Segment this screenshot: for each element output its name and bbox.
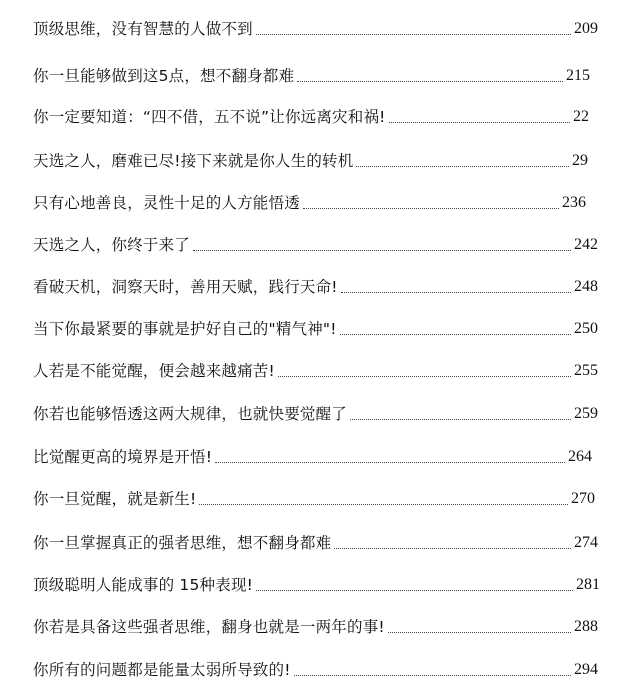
toc-entry[interactable] <box>33 483 595 509</box>
toc-entry-title: 只有心地善良，灵性十足的人方能悟透 <box>33 194 300 212</box>
toc-entry-title: 你所有的问题都是能量太弱所导致的! <box>33 661 291 679</box>
dot-leader <box>256 34 571 35</box>
toc-entry-page: 248 <box>574 278 598 295</box>
toc-entry[interactable] <box>33 13 598 39</box>
dot-leader <box>256 590 573 591</box>
toc-entry-title: 顶级聪明人能成事的 15种表现! <box>33 576 254 594</box>
toc-entry-title: 人若是不能觉醒，便会越来越痛苦! <box>33 362 275 380</box>
toc-entry[interactable] <box>33 271 598 297</box>
dot-leader <box>303 208 559 209</box>
toc-entry-title: 天选之人，你终于来了 <box>33 236 191 254</box>
toc-entry-title: 你一定要知道：“四不借，五不说”让你远离灾和祸! <box>33 108 386 126</box>
toc-entry[interactable] <box>33 654 598 680</box>
toc-entry-title: 比觉醒更高的境界是开悟! <box>33 448 213 466</box>
toc-entry-title: 你一旦能够做到这5点，想不翻身都难 <box>33 67 295 85</box>
toc-entry-page: 29 <box>572 152 588 169</box>
toc-entry[interactable] <box>33 611 598 637</box>
toc-entry-title: 顶级思维，没有智慧的人做不到 <box>33 20 253 38</box>
toc-entry-page: 274 <box>574 534 598 551</box>
dot-leader <box>388 632 571 633</box>
dot-leader <box>356 166 569 167</box>
toc-entry-page: 22 <box>573 108 589 125</box>
toc-entry[interactable] <box>33 60 590 86</box>
dot-leader <box>389 122 570 123</box>
dot-leader <box>278 376 571 377</box>
toc-entry-page: 242 <box>574 236 598 253</box>
toc-entry[interactable] <box>33 527 598 553</box>
toc-entry[interactable] <box>33 187 586 213</box>
toc-entry-page: 215 <box>566 67 590 84</box>
toc-entry[interactable] <box>33 229 598 255</box>
toc-entry-page: 250 <box>574 320 598 337</box>
toc-entry-page: 281 <box>576 576 600 593</box>
dot-leader <box>341 292 571 293</box>
dot-leader <box>297 81 563 82</box>
dot-leader <box>215 462 565 463</box>
dot-leader <box>334 548 571 549</box>
toc-entry-title: 当下你最紧要的事就是护好自己的"精气神"! <box>33 320 337 338</box>
dot-leader <box>199 504 568 505</box>
toc-entry[interactable] <box>33 398 598 424</box>
toc-entry-title: 看破天机，洞察天时，善用天赋，践行天命! <box>33 278 338 296</box>
toc-entry-page: 255 <box>574 362 598 379</box>
toc-entry-title: 你一旦觉醒，就是新生! <box>33 490 197 508</box>
dot-leader <box>340 334 571 335</box>
toc-entry[interactable] <box>33 441 592 467</box>
toc-entry-title: 天选之人，磨难已尽!接下来就是你人生的转机 <box>33 152 354 170</box>
toc-entry-page: 288 <box>574 618 598 635</box>
toc-entry[interactable] <box>33 145 588 171</box>
dot-leader <box>350 419 571 420</box>
toc-entry-title: 你若也能够悟透这两大规律，也就快要觉醒了 <box>33 405 348 423</box>
toc-entry-page: 209 <box>574 20 598 37</box>
toc-entry-page: 236 <box>562 194 586 211</box>
toc-entry[interactable] <box>33 101 589 127</box>
toc-entry-page: 259 <box>574 405 598 422</box>
toc-entry-page: 270 <box>571 490 595 507</box>
toc-entry-title: 你一旦掌握真正的强者思维，想不翻身都难 <box>33 534 332 552</box>
toc-entry-page: 294 <box>574 661 598 678</box>
toc-entry-page: 264 <box>568 448 592 465</box>
dot-leader <box>294 675 571 676</box>
dot-leader <box>193 250 571 251</box>
toc-entry-title: 你若是具备这些强者思维，翻身也就是一两年的事! <box>33 618 385 636</box>
toc-entry[interactable] <box>33 569 600 595</box>
toc-entry[interactable] <box>33 355 598 381</box>
toc-entry[interactable] <box>33 313 598 339</box>
